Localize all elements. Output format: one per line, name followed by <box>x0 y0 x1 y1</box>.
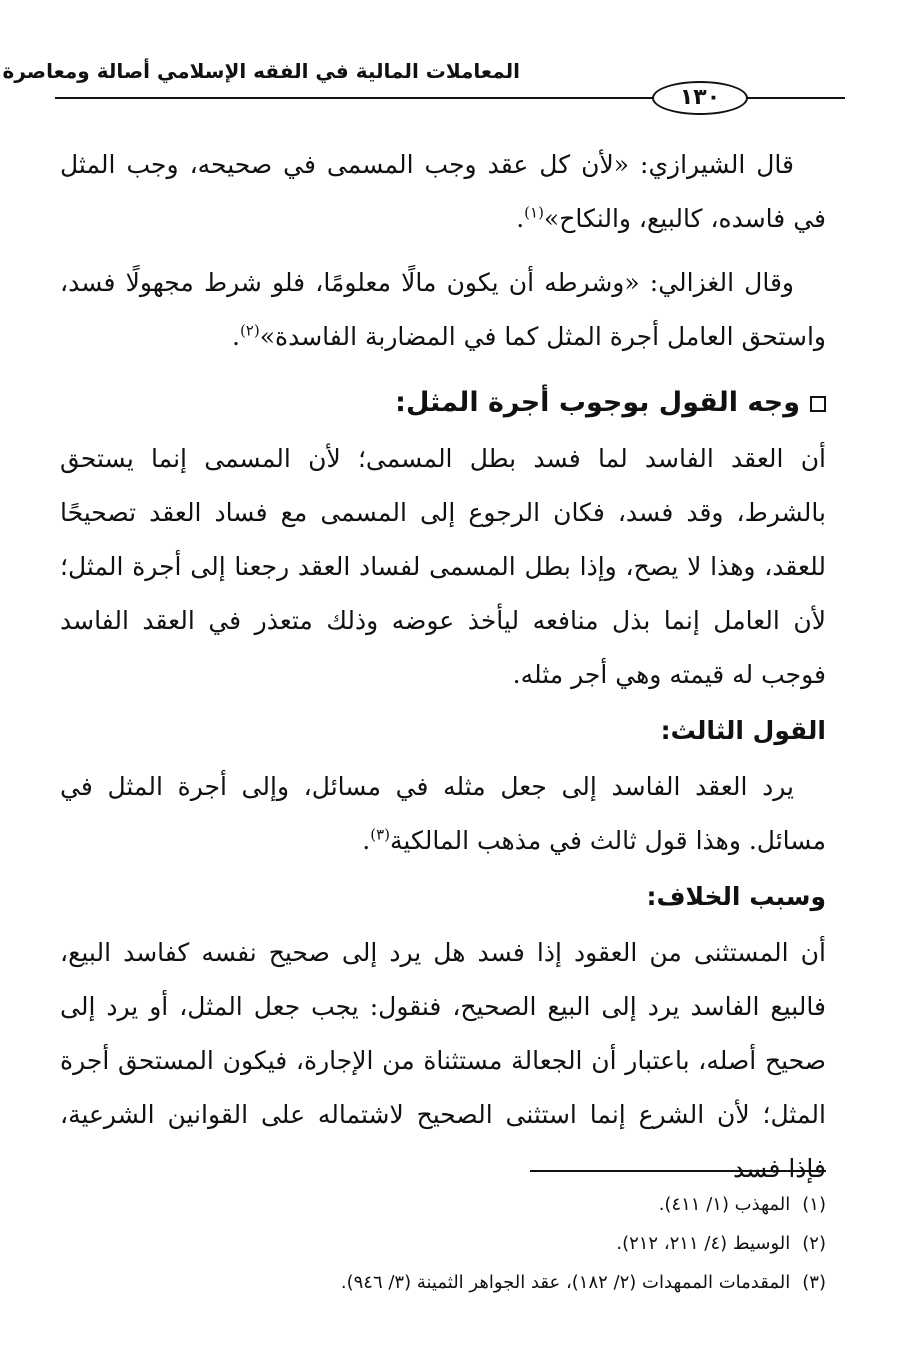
footnote-rule <box>530 1170 826 1172</box>
paragraph-text: قال الشيرازي: «لأن كل عقد وجب المسمى في صحيحه، وجب المثل في فاسده، كالبيع، والنكاح» <box>60 150 826 233</box>
paragraph-text: وقال الغزالي: «وشرطه أن يكون مالًا معلومًا، فلو شرط مجهولًا فسد، واستحق العامل أجرة المثل كما في المضاربة الفاسدة» <box>60 268 826 351</box>
footnote-number: (١) <box>802 1194 826 1215</box>
footnote-ref: (٢) <box>239 321 260 340</box>
footnote-text: المقدمات الممهدات (٢/ ١٨٢)، عقد الجواهر الثمينة (٣/ ٩٤٦). <box>340 1272 791 1293</box>
footnote <box>60 1263 826 1302</box>
paragraph-end: . <box>362 826 371 855</box>
header-rule-right <box>745 97 845 99</box>
square-bullet-icon <box>810 396 826 412</box>
paragraph-shirazi <box>60 138 826 246</box>
body-text <box>60 138 826 1196</box>
section-heading <box>60 374 826 432</box>
paragraph-end: . <box>231 322 240 351</box>
footnote-number: (٢) <box>802 1233 826 1254</box>
paragraph-third-opinion <box>60 760 826 868</box>
paragraph-end: . <box>516 204 525 233</box>
page-number: ١٣٠ <box>652 81 748 115</box>
paragraph-dispute-cause: أن المستثنى من العقود إذا فسد هل يرد إلى صحيح نفسه كفاسد البيع، فالبيع الفاسد يرد إلى البيع الصحيح، فنقول: يجب جعل المثل، أو يرد إلى صحيح أصله، باعتبار أن الجعالة مستثناة من الإجارة، فيكون المستحق أجرة المثل؛ لأن الشرع إنما استثنى الصحيح لاشتماله على القوانين الشرعية، فإذا فسد <box>60 938 826 1183</box>
footnote-ref: (٣) <box>370 825 391 844</box>
paragraph-text: يرد العقد الفاسد إلى جعل مثله في مسائل، وإلى أجرة المثل في مسائل. وهذا قول ثالث في مذهب المالكية <box>60 772 826 855</box>
header-rule <box>55 97 655 99</box>
footnote-text: المهذب (١/ ٤١١). <box>658 1194 791 1215</box>
footnote <box>60 1185 826 1224</box>
paragraph-reason: أن العقد الفاسد لما فسد بطل المسمى؛ لأن المسمى إنما يستحق بالشرط، وقد فسد، فكان الرجوع إلى المسمى مع فساد العقد تصحيحًا للعقد، وهذا لا يصح، وإذا بطل المسمى لفساد العقد رجعنا إلى أجرة المثل؛ لأن العامل إنما بذل منافعه ليأخذ عوضه وذلك متعذر في العقد الفاسد فوجب له قيمته وهي أجر مثله. <box>60 444 826 689</box>
footnotes <box>60 1185 826 1302</box>
footnote-text: الوسيط (٤/ ٢١١، ٢١٢). <box>616 1233 791 1254</box>
section-heading: وسبب الخلاف: <box>646 882 826 911</box>
footnote-number: (٣) <box>802 1272 826 1293</box>
footnote-ref: (١) <box>524 203 544 222</box>
footnote <box>60 1224 826 1263</box>
running-title: المعاملات المالية في الفقه الإسلامي أصالة ومعاصرة <box>2 59 520 83</box>
paragraph-ghazali <box>60 256 826 364</box>
heading-text: وجه القول بوجوب أجرة المثل: <box>395 387 800 418</box>
section-heading: القول الثالث: <box>660 716 826 745</box>
